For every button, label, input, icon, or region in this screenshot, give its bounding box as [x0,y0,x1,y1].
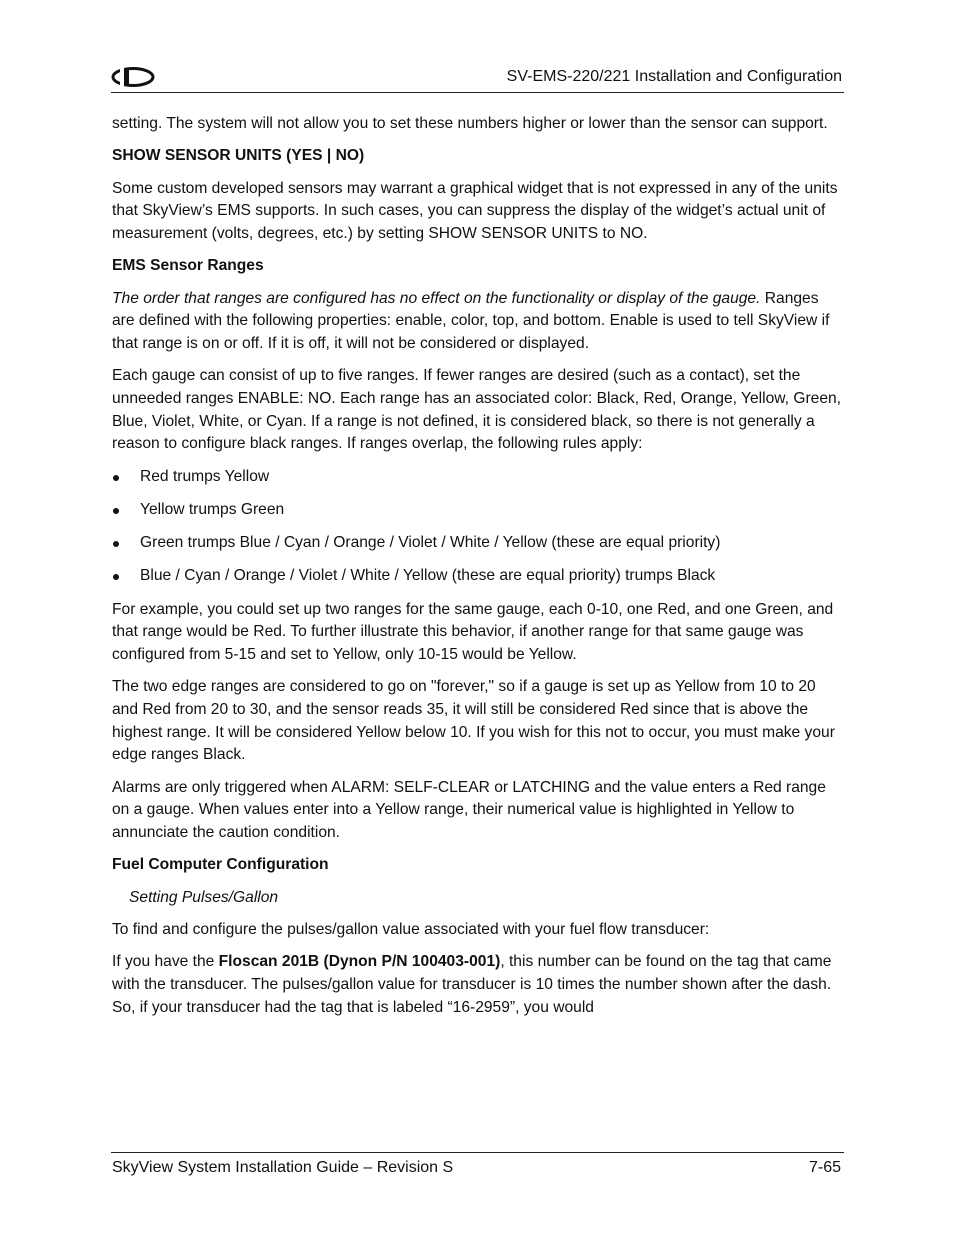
show-units-heading: SHOW SENSOR UNITS (YES | NO) [112,147,365,165]
show-units-paragraph: Some custom developed sensors may warrant a graphical widget that is not expressed in any of the units that SkyView’s EMS supports. In such cases, you can suppress the display of the widget’s actual unit of measurement (volts, degrees, etc.) by setting SHOW SENSOR UNITS to NO. [112,179,838,242]
list-item: Red trumps Yellow [112,466,842,489]
bullet-icon [113,475,119,481]
page-header [111,62,844,93]
list-item: Yellow trumps Green [112,499,842,522]
pulses-subheading: Setting Pulses/Gallon [129,888,279,906]
ranges-italic-note: The order that ranges are configured has no effect on the functionality or display of the gauge. [112,289,761,307]
page-footer [111,1152,844,1183]
list-item: Green trumps Blue / Cyan / Orange / Violet / White / Yellow (these are equal priority) [112,532,842,555]
page-number: 7-65 [808,1159,841,1176]
bullet-icon [113,541,119,547]
ranges-paragraph [112,288,842,356]
header-title: SV-EMS-220/221 Installation and Configuration [506,68,842,85]
bullet-icon [113,574,119,580]
rules-list [112,466,842,588]
pulses-intro-paragraph: To find and configure the pulses/gallon value associated with your fuel flow transducer: [112,920,710,938]
floscan-part-number: Floscan 201B (Dynon P/N 100403-001) [218,953,501,971]
gauge-paragraph: Each gauge can consist of up to five ranges. If fewer ranges are desired (such as a contact), set the unneeded ranges ENABLE: NO. Each range has an associated color: Black, Red, Orange, Yellow, Green, Blue, Violet, White, or Cyan. If a range is not defined, it is considered black, so there is not generally a reason to configure black ranges. If ranges overlap, the following rules apply: [112,367,842,453]
floscan-paragraph: If you have the Floscan 201B (Dynon P/N 100403-001), this number can be found on the tag that came with the transducer. The pulses/gallon value for transducer is 10 times the number shown after the dash. So, if your transducer had the tag that is labeled “16-2959”, you would [112,953,832,1016]
list-item: Blue / Cyan / Orange / Violet / White / Yellow (these are equal priority) trumps Black [112,565,842,588]
bullet-icon [113,508,119,514]
edge-ranges-paragraph: The two edge ranges are considered to go on "forever," so if a gauge is set up as Yellow from 10 to 20 and Red from 20 to 30, and the sensor reads 35, it will still be considered Red since that is above the highest range. It will be considered Yellow below 10. If you wish for this not to occur, you must make your edge ranges Black. [112,678,835,764]
ranges-text: Ranges are defined with the following properties: enable, color, top, and bottom. Enable is used to tell SkyView if that range is on or off. If it is off, it will not be considered or displayed. [112,289,830,352]
intro-paragraph: setting. The system will not allow you to set these numbers higher or lower than the sensor can support. [112,115,828,132]
example-paragraph: For example, you could set up two ranges for the same gauge, each 0-10, one Red, and one Green, and that range would be Red. To further illustrate this behavior, if another range for that same gauge was configured from 5-15 and set to Yellow, only 10-15 would be Yellow. [112,600,834,663]
fuel-heading: Fuel Computer Configuration [112,856,329,874]
alarms-paragraph: Alarms are only triggered when ALARM: SELF-CLEAR or LATCHING and the value enters a Red range on a gauge. When values enter into a Yellow range, their numerical value is highlighted in Yellow to annunciate the caution condition. [112,778,826,842]
dynon-logo-icon [111,66,155,88]
footer-guide-title: SkyView System Installation Guide – Revision S [112,1159,454,1176]
ranges-heading: EMS Sensor Ranges [112,257,264,275]
page-content [112,113,842,1029]
